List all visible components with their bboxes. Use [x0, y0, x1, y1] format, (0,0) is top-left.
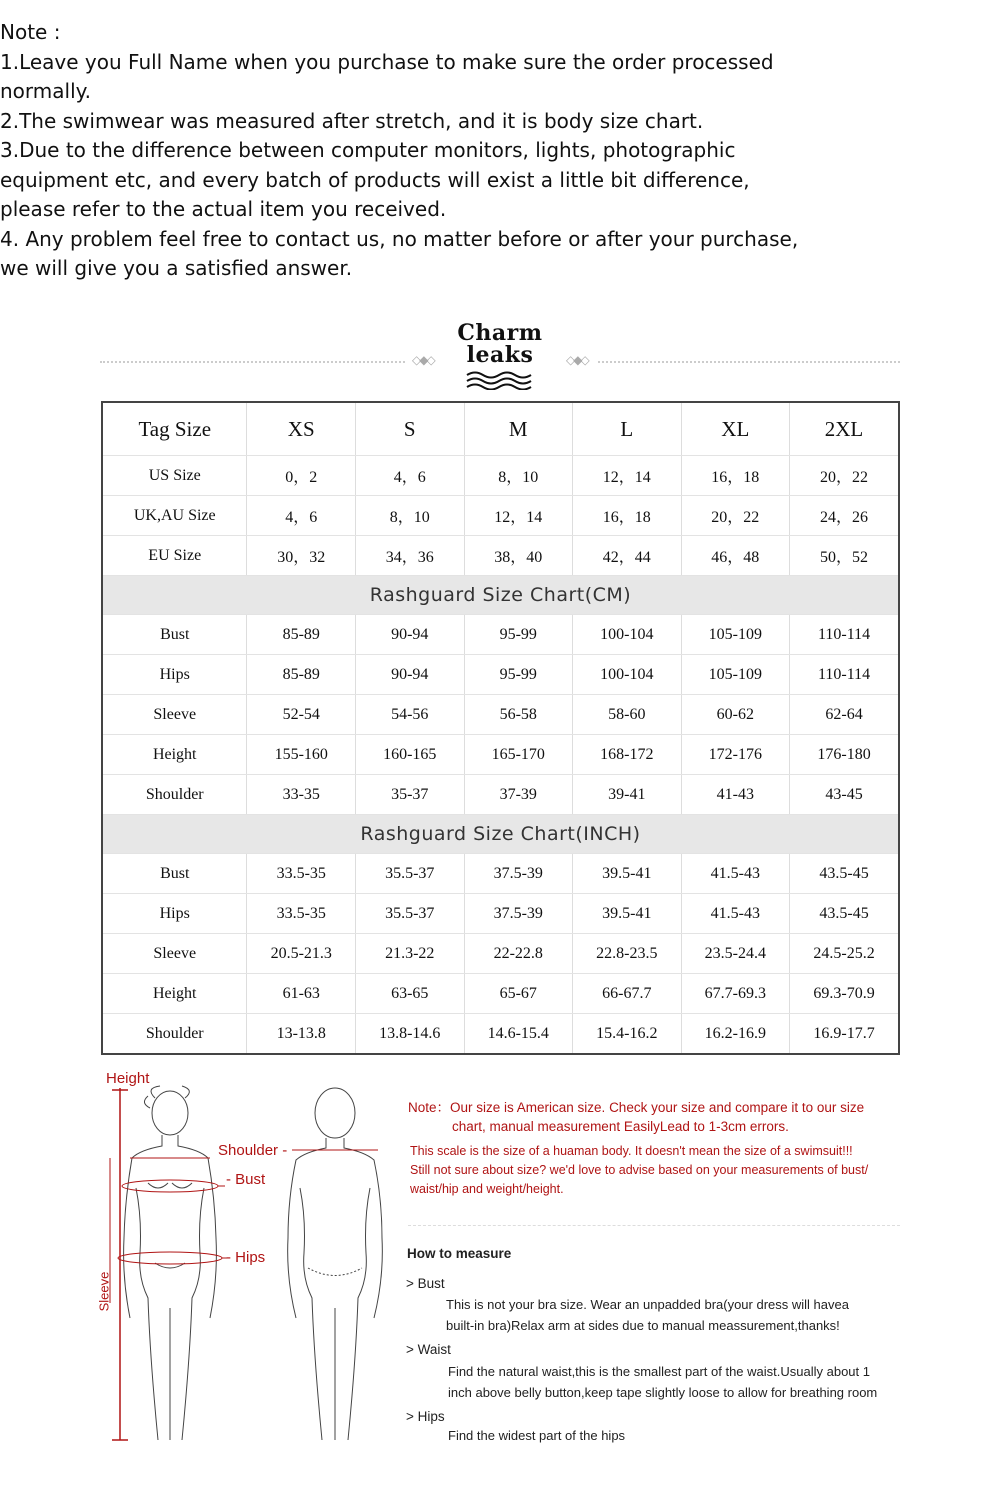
size-note-line4: Still not sure about size? we'd love to advise based on your measurements of bust/ [410, 1163, 869, 1177]
diamond-ornament-right: ◇◆◇ [566, 353, 588, 367]
size-value-cell: 176-180 [790, 735, 899, 775]
size-value-cell: 100-104 [573, 655, 682, 695]
divider-left [100, 361, 405, 363]
divider-right [598, 361, 900, 363]
bust-item-label: > Bust [406, 1276, 445, 1291]
table-row [102, 854, 899, 894]
size-value-cell: 22.8-23.5 [573, 934, 682, 974]
size-value-cell: 24.5-25.2 [790, 934, 899, 974]
waist-item-label: > Waist [406, 1342, 451, 1357]
size-value-cell: 38，40 [464, 536, 573, 576]
size-value-cell: 41.5-43 [681, 854, 790, 894]
size-value-cell: 85-89 [247, 615, 356, 655]
shoulder-label: Shoulder - [218, 1142, 288, 1159]
size-value-cell: 24，26 [790, 496, 899, 536]
size-note-line2: chart, manual measurement EasilyLead to 1-3cm errors. [452, 1119, 789, 1134]
row-label-cell: Hips [102, 655, 247, 695]
size-value-cell: 100-104 [573, 615, 682, 655]
size-value-cell: 13-13.8 [247, 1014, 356, 1055]
size-note-line1: Note：Our size is American size. Check your size and compare it to our size [408, 1100, 865, 1115]
waist-desc-line2: inch above belly button,keep tape slightly loose to allow for breathing room [448, 1385, 878, 1400]
size-value-cell: 110-114 [790, 615, 899, 655]
size-value-cell: 50，52 [790, 536, 899, 576]
size-value-cell: 37.5-39 [464, 854, 573, 894]
size-value-cell: 35.5-37 [355, 894, 464, 934]
row-label-cell: Tag Size [102, 402, 247, 456]
size-value-cell: 4，6 [247, 496, 356, 536]
section-title: Rashguard Size Chart(INCH) [102, 815, 899, 854]
size-value-cell: 16，18 [573, 496, 682, 536]
row-label-cell: Shoulder [102, 1014, 247, 1055]
size-value-cell: 56-58 [464, 695, 573, 735]
row-label-cell: Bust [102, 854, 247, 894]
size-value-cell: 35.5-37 [355, 854, 464, 894]
section-title: Rashguard Size Chart(CM) [102, 576, 899, 615]
size-value-cell: 90-94 [355, 615, 464, 655]
size-value-cell: 43.5-45 [790, 894, 899, 934]
size-value-cell: 2XL [790, 402, 899, 456]
size-value-cell: 95-99 [464, 615, 573, 655]
inch-section-header [102, 815, 899, 854]
notes-block [0, 18, 805, 284]
size-value-cell: 155-160 [247, 735, 356, 775]
size-value-cell: 16.9-17.7 [790, 1014, 899, 1055]
table-row [102, 1014, 899, 1055]
size-value-cell: 46，48 [681, 536, 790, 576]
body-measurement-figure [96, 1068, 410, 1448]
size-value-cell: 15.4-16.2 [573, 1014, 682, 1055]
size-value-cell: 43.5-45 [790, 854, 899, 894]
cm-section-header [102, 576, 899, 615]
size-value-cell: 33.5-35 [247, 854, 356, 894]
row-label-cell: Shoulder [102, 775, 247, 815]
table-row [102, 456, 899, 496]
waves-icon [465, 370, 535, 390]
size-value-cell: 39.5-41 [573, 894, 682, 934]
size-value-cell: 12，14 [464, 496, 573, 536]
bust-desc-line2: built-in bra)Relax arm at sides due to manual meassurement,thanks! [446, 1318, 840, 1333]
table-row [102, 974, 899, 1014]
size-value-cell: 39.5-41 [573, 854, 682, 894]
size-value-cell: 54-56 [355, 695, 464, 735]
size-value-cell: 34，36 [355, 536, 464, 576]
size-value-cell: 23.5-24.4 [681, 934, 790, 974]
size-value-cell: 105-109 [681, 615, 790, 655]
size-value-cell: 16，18 [681, 456, 790, 496]
size-value-cell: 20，22 [790, 456, 899, 496]
size-value-cell: 105-109 [681, 655, 790, 695]
row-label-cell: Bust [102, 615, 247, 655]
notes-heading: Note : [0, 20, 61, 44]
size-value-cell: 52-54 [247, 695, 356, 735]
size-value-cell: 85-89 [247, 655, 356, 695]
size-value-cell: 42，44 [573, 536, 682, 576]
size-value-cell: 63-65 [355, 974, 464, 1014]
how-to-measure-title: How to measure [407, 1246, 512, 1261]
size-value-cell: 110-114 [790, 655, 899, 695]
table-row [102, 655, 899, 695]
size-value-cell: 61-63 [247, 974, 356, 1014]
size-value-cell: 67.7-69.3 [681, 974, 790, 1014]
size-value-cell: 172-176 [681, 735, 790, 775]
row-label-cell: Height [102, 735, 247, 775]
size-value-cell: 69.3-70.9 [790, 974, 899, 1014]
row-label-cell: EU Size [102, 536, 247, 576]
row-label-cell: UK,AU Size [102, 496, 247, 536]
diamond-ornament-left: ◇◆◇ [412, 353, 434, 367]
size-chart-table [101, 401, 900, 1055]
size-value-cell: 168-172 [573, 735, 682, 775]
table-header-row [102, 402, 899, 456]
row-label-cell: Height [102, 974, 247, 1014]
size-value-cell: 22-22.8 [464, 934, 573, 974]
size-note-line5: waist/hip and weight/height. [410, 1182, 564, 1196]
table-row [102, 496, 899, 536]
row-label-cell: Hips [102, 894, 247, 934]
brand-logo: Charm leaks [440, 322, 560, 394]
note-item: 3.Due to the difference between computer monitors, lights, photographic equipment etc, and every batch of products will exist a little bit difference, please refer to the actual item you received. [0, 138, 756, 221]
size-value-cell: L [573, 402, 682, 456]
size-value-cell: 66-67.7 [573, 974, 682, 1014]
size-value-cell: 16.2-16.9 [681, 1014, 790, 1055]
size-value-cell: 13.8-14.6 [355, 1014, 464, 1055]
table-row [102, 934, 899, 974]
size-value-cell: 160-165 [355, 735, 464, 775]
note-item: 1.Leave you Full Name when you purchase to make sure the order processed normally. [0, 49, 780, 103]
size-value-cell: 60-62 [681, 695, 790, 735]
size-value-cell: 12，14 [573, 456, 682, 496]
row-label-cell: Sleeve [102, 695, 247, 735]
size-value-cell: 39-41 [573, 775, 682, 815]
size-value-cell: 4，6 [355, 456, 464, 496]
size-value-cell: 20，22 [681, 496, 790, 536]
size-value-cell: S [355, 402, 464, 456]
size-value-cell: 8，10 [355, 496, 464, 536]
note-item: 2.The swimwear was measured after stretch, and it is body size chart. [0, 108, 704, 133]
row-label-cell: US Size [102, 456, 247, 496]
table-row [102, 615, 899, 655]
size-value-cell: 95-99 [464, 655, 573, 695]
section-divider [408, 1225, 900, 1226]
size-value-cell: 37.5-39 [464, 894, 573, 934]
size-value-cell: 20.5-21.3 [247, 934, 356, 974]
hips-label: - Hips [226, 1249, 266, 1266]
size-value-cell: 35-37 [355, 775, 464, 815]
row-label-cell: Sleeve [102, 934, 247, 974]
size-value-cell: 21.3-22 [355, 934, 464, 974]
waist-desc-line1: Find the natural waist,this is the smallest part of the waist.Usually about 1 [448, 1364, 870, 1379]
bust-label: - Bust [226, 1171, 266, 1188]
size-value-cell: 41-43 [681, 775, 790, 815]
size-value-cell: 33-35 [247, 775, 356, 815]
size-value-cell: 41.5-43 [681, 894, 790, 934]
size-value-cell: 14.6-15.4 [464, 1014, 573, 1055]
size-value-cell: 8，10 [464, 456, 573, 496]
size-note-line3: This scale is the size of a huaman body. It doesn't mean the size of a swimsuit!!! [410, 1144, 853, 1158]
hips-item-label: > Hips [406, 1409, 445, 1424]
size-value-cell: 58-60 [573, 695, 682, 735]
table-row [102, 536, 899, 576]
hips-desc: Find the widest part of the hips [448, 1428, 626, 1443]
size-value-cell: 165-170 [464, 735, 573, 775]
sleeve-label: Sleeve [96, 1271, 112, 1312]
size-value-cell: 30，32 [247, 536, 356, 576]
size-value-cell: 62-64 [790, 695, 899, 735]
size-value-cell: XS [247, 402, 356, 456]
size-value-cell: 37-39 [464, 775, 573, 815]
size-value-cell: 90-94 [355, 655, 464, 695]
size-value-cell: 33.5-35 [247, 894, 356, 934]
size-value-cell: 65-67 [464, 974, 573, 1014]
size-value-cell: M [464, 402, 573, 456]
height-label: Height [106, 1070, 150, 1087]
table-row [102, 695, 899, 735]
table-row [102, 894, 899, 934]
table-row [102, 775, 899, 815]
note-item: 4. Any problem feel free to contact us, no matter before or after your purchase, we will give you a satisfied answer. [0, 226, 805, 280]
bust-desc-line1: This is not your bra size. Wear an unpadded bra(your dress will havea [446, 1297, 849, 1312]
size-value-cell: XL [681, 402, 790, 456]
table-row [102, 735, 899, 775]
size-value-cell: 0，2 [247, 456, 356, 496]
size-value-cell: 43-45 [790, 775, 899, 815]
